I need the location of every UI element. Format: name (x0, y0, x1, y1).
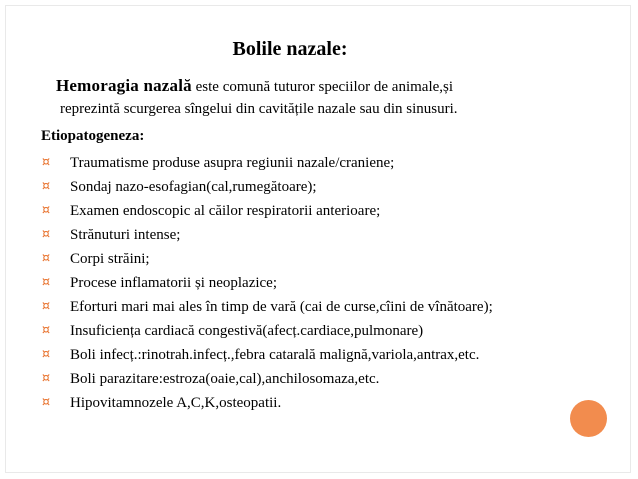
list-item-text: Sondaj nazo-esofagian(cal,rumegătoare); (70, 179, 317, 195)
list-item-text: Insuficiența cardiacă congestivă(afecț.cardiace,pulmonare) (70, 323, 424, 339)
list-item-text: Boli infecț.:rinotrah.infecț.,febra catarală malignă,variola,antrax,etc. (70, 347, 480, 363)
bullet-icon: ¤ (41, 323, 51, 338)
bullet-icon: ¤ (41, 179, 51, 194)
list-item-text: Strănuturi intense; (70, 227, 181, 243)
bullet-icon: ¤ (41, 203, 51, 218)
section-label-etiopathogenesis: Etiopatogeneza: (41, 128, 145, 144)
list-item-text: Corpi străini; (70, 251, 150, 267)
list-item-text: Eforturi mari mai ales în timp de vară (cai de curse,cîini de vînătoare); (70, 299, 493, 315)
bullet-icon: ¤ (41, 347, 51, 362)
intro-text-line2: reprezintă scurgerea sîngelui din cavitățile nazale sau din sinusuri. (60, 101, 458, 117)
intro-paragraph (56, 75, 596, 120)
bullet-icon: ¤ (41, 371, 51, 386)
bullet-icon: ¤ (41, 227, 51, 242)
bullet-icon: ¤ (41, 299, 51, 314)
slide-title: Bolile nazale: (232, 38, 348, 60)
list-item-text: Traumatisme produse asupra regiunii nazale/craniene; (70, 155, 395, 171)
list-item-text: Hipovitamnozele A,C,K,osteopatii. (70, 395, 282, 411)
list-item-text: Boli parazitare:estroza(oaie,cal),anchilosomaza,etc. (70, 371, 380, 387)
bullet-icon: ¤ (41, 395, 51, 410)
bullet-icon: ¤ (41, 251, 51, 266)
bullet-icon: ¤ (41, 155, 51, 170)
decorative-circle (570, 400, 607, 437)
list-item-text: Examen endoscopic al căilor respiratorii anterioare; (70, 203, 381, 219)
list-item-text: Procese inflamatorii și neoplazice; (70, 275, 278, 291)
intro-text-line1: este comună tuturor speciilor de animale,și (191, 79, 454, 95)
intro-term: Hemoragia nazală (56, 76, 192, 95)
bullet-icon: ¤ (41, 275, 51, 290)
